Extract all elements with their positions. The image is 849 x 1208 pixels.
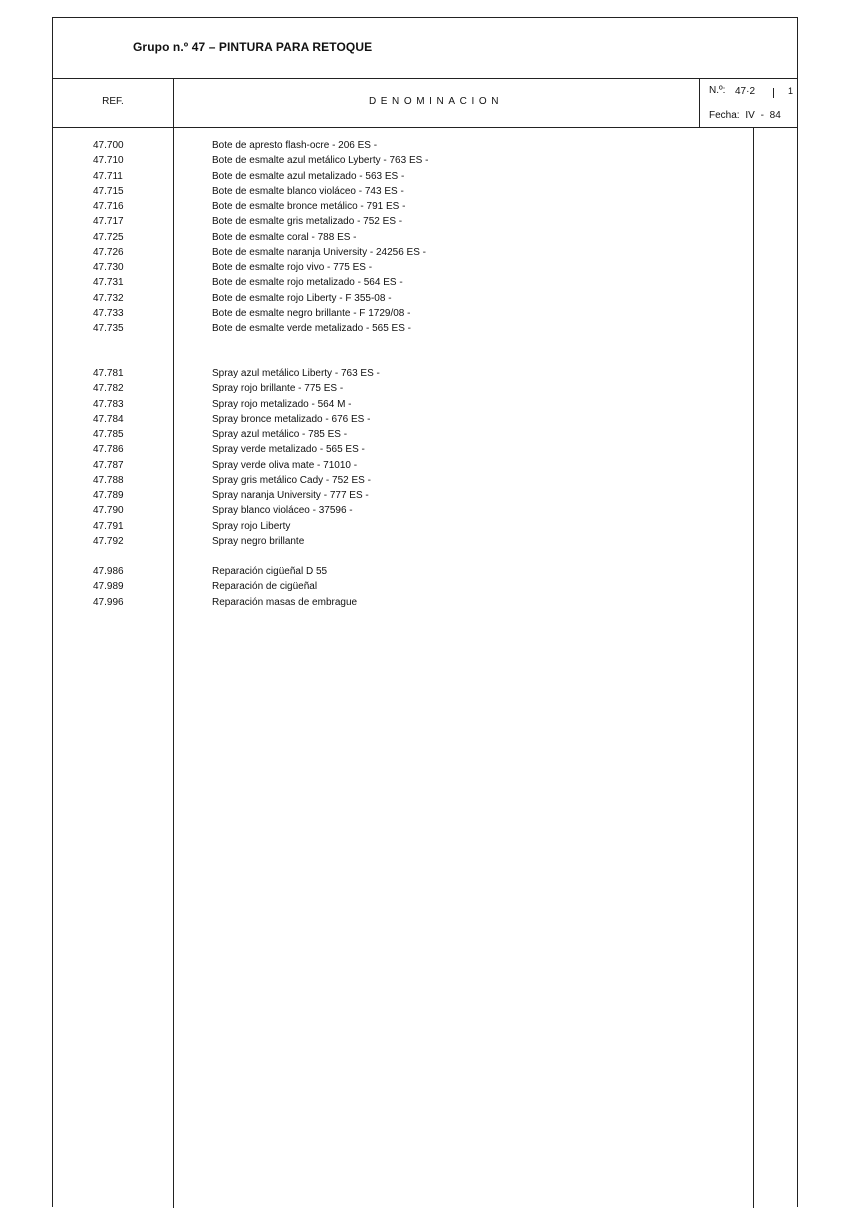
item-description: Spray azul metálico - 785 ES - — [212, 429, 348, 440]
item-description: Bote de esmalte bronce metálico - 791 ES - — [212, 201, 406, 212]
ref-column-header: REF. — [102, 96, 124, 107]
item-description: Spray rojo brillante - 775 ES - — [212, 383, 344, 395]
item-ref: 47.781 — [93, 368, 124, 379]
document-frame — [52, 17, 798, 1207]
right-column-divider — [753, 127, 754, 1208]
item-description: Bote de esmalte rojo vivo - 775 ES - — [212, 262, 373, 273]
item-description: Spray negro brillante — [212, 535, 305, 547]
column-header-row — [53, 78, 797, 128]
item-ref: 47.735 — [93, 323, 124, 334]
item-description: Spray blanco violáceo - 37596 - — [212, 505, 353, 517]
item-ref: 47.788 — [93, 474, 124, 486]
item-ref: 47.782 — [93, 383, 124, 395]
item-description: Spray verde metalizado - 565 ES - — [212, 444, 365, 456]
item-ref: 47.711 — [93, 170, 123, 182]
fecha: Fecha: IV - 84 — [709, 110, 781, 121]
item-description: Spray rojo metalizado - 564 M - — [212, 398, 352, 410]
item-description: Bote de esmalte azul metálico Lyberty - 763 ES - — [212, 155, 429, 167]
item-ref: 47.986 — [93, 566, 124, 577]
item-description: Bote de esmalte negro brillante - F 1729/08 - — [212, 307, 411, 319]
ref-column-divider — [173, 78, 174, 1208]
item-ref: 47.732 — [93, 292, 124, 304]
numero-value: 47·2 — [735, 86, 756, 97]
item-ref: 47.792 — [93, 535, 124, 547]
item-ref: 47.717 — [93, 216, 124, 228]
item-description: Bote de apresto flash-ocre - 206 ES - — [212, 140, 378, 151]
numero-label: N.º: — [709, 85, 726, 96]
item-description: Bote de esmalte coral - 788 ES - — [212, 231, 357, 243]
item-description: Reparación cigüeñal D 55 — [212, 566, 328, 577]
header-divider — [699, 78, 700, 127]
item-description: Bote de esmalte gris metalizado - 752 ES - — [212, 216, 403, 228]
item-ref: 47.996 — [93, 596, 124, 608]
item-ref: 47.790 — [93, 505, 124, 517]
item-description: Bote de esmalte rojo Liberty - F 355-08 - — [212, 292, 392, 304]
item-description: Spray naranja University - 777 ES - — [212, 490, 369, 501]
item-description: Bote de esmalte naranja University - 24256 ES - — [212, 246, 426, 258]
item-description: Bote de esmalte rojo metalizado - 564 ES - — [212, 277, 403, 289]
page-title: Grupo n.º 47 – PINTURA PARA RETOQUE — [133, 40, 373, 54]
item-ref: 47.989 — [93, 581, 124, 593]
sheet-number: 1 — [788, 86, 794, 96]
item-description: Bote de esmalte azul metalizado - 563 ES - — [212, 170, 405, 182]
item-description: Reparación de cigüeñal — [212, 581, 318, 593]
item-ref: 47.700 — [93, 140, 124, 151]
item-ref: 47.731 — [93, 277, 124, 289]
item-ref: 47.716 — [93, 201, 124, 212]
item-ref: 47.783 — [93, 398, 124, 410]
item-ref: 47.784 — [93, 413, 124, 425]
item-ref: 47.785 — [93, 429, 124, 440]
item-ref: 47.726 — [93, 246, 124, 258]
item-ref: 47.733 — [93, 307, 124, 319]
item-ref: 47.730 — [93, 262, 124, 273]
item-description: Spray verde oliva mate - 71010 - — [212, 459, 358, 471]
item-ref: 47.791 — [93, 520, 124, 532]
item-description: Spray rojo Liberty — [212, 520, 291, 532]
item-ref: 47.725 — [93, 231, 124, 243]
item-ref: 47.710 — [93, 155, 124, 167]
item-description: Bote de esmalte blanco violáceo - 743 ES - — [212, 185, 404, 197]
item-description: Spray azul metálico Liberty - 763 ES - — [212, 368, 380, 379]
sheet-box-divider — [773, 88, 774, 98]
item-ref: 47.789 — [93, 490, 124, 501]
item-ref: 47.786 — [93, 444, 124, 456]
item-description: Reparación masas de embrague — [212, 596, 358, 608]
item-description: Spray bronce metalizado - 676 ES - — [212, 413, 371, 425]
item-ref: 47.787 — [93, 459, 124, 471]
title-row — [53, 18, 797, 79]
item-description: Spray gris metálico Cady - 752 ES - — [212, 474, 371, 486]
item-description: Bote de esmalte verde metalizado - 565 ES - — [212, 323, 411, 334]
item-ref: 47.715 — [93, 185, 124, 197]
denominacion-column-header: DENOMINACION — [368, 96, 504, 107]
